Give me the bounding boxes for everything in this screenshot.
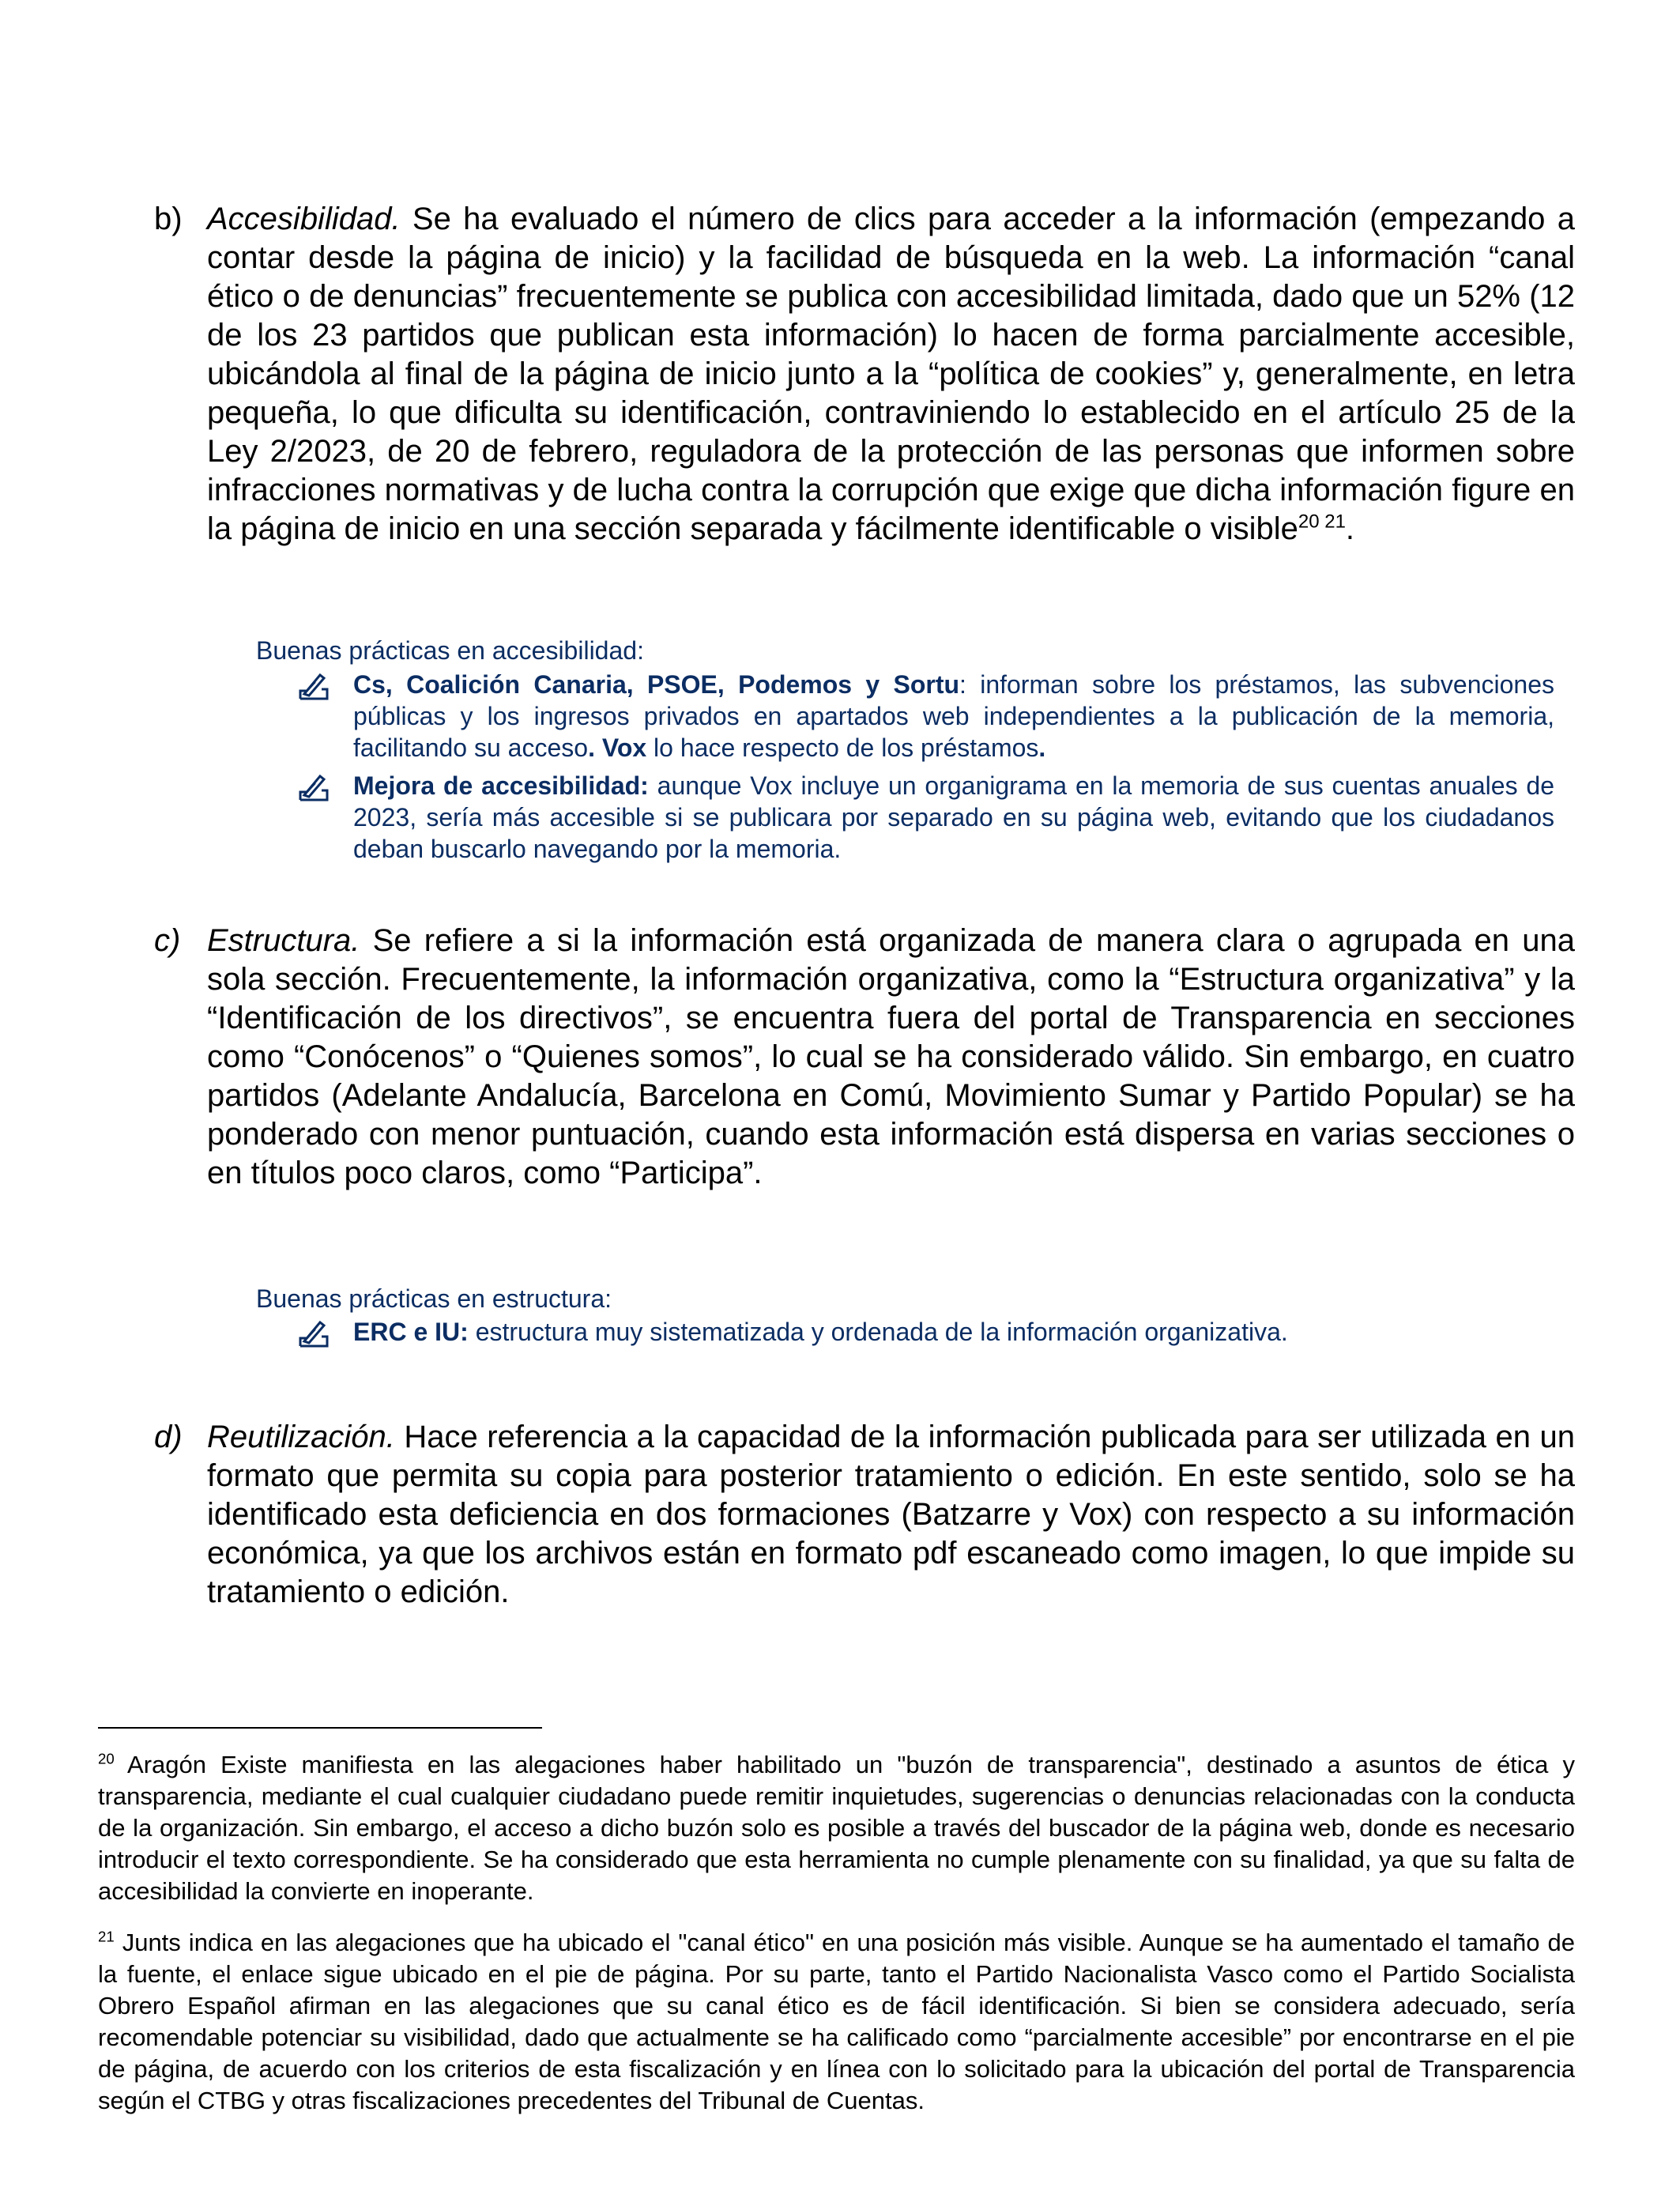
section-c-text: Se refiere a si la información está organizada de manera clara o agrupada en una sola sección. Frecuentemente, la información organizativa, como la “Estructura organizativa” y la “Identificación de los directivos”, se encuentra fuera del portal de Transparencia en secciones como “Conócenos” o “Quienes somos”, lo cual se ha considerado válido. Sin embargo, en cuatro partidos (Adelante Andalucía, Barcelona en Comú, Movimiento Sumar y Partido Popular) se ha ponderado con menor puntuación, cuando esta información está dispersa en varias secciones o en títulos poco claros, como “Participa”. bbox=[207, 923, 1575, 1190]
footnote-separator bbox=[98, 1727, 542, 1729]
section-b-label: b) bbox=[154, 202, 183, 236]
practice-item-text: lo hace respecto de los préstamos bbox=[646, 733, 1039, 762]
footnote-text: Junts indica en las alegaciones que ha ubicado el "canal ético" en una posición más visible. Aunque se ha aumentado el tamaño de la fuente, el enlace sigue ubicado en el pie de página. Por su parte, tanto el Partido Nacionalista Vasco como el Partido Socialista Obrero Español afirman en las alegaciones que su canal ético es de fácil identificación. Si bien se considera adecuado, sería recomendable potenciar su visibilidad, dado que actualmente se ha calificado como “parcialmente accesible” por encontrarse en el pie de página, de acuerdo con los criterios de esta fiscalización y en línea con lo solicitado para la ubicación del portal de Transparencia según el CTBG y otras fiscalizaciones precedentes del Tribunal de Cuentas. bbox=[98, 1929, 1575, 2114]
practice-item-text: aunque Vox incluye un organigrama en la memoria de sus cuentas anuales de 2023, sería más accesible si se publicara por separado en su página web, evitando que los ciudadanos deban buscarlo navegando por la memoria. bbox=[353, 771, 1555, 863]
section-d-label: d) bbox=[154, 1420, 183, 1454]
practices-structure-heading: Buenas prácticas en estructura: bbox=[256, 1284, 612, 1313]
footnote-number: 21 bbox=[98, 1928, 115, 1945]
section-d-paragraph bbox=[154, 1418, 1575, 1612]
writing-hand-icon bbox=[298, 773, 330, 801]
practice-item-bold: Mejora de accesibilidad: bbox=[353, 771, 649, 800]
practice-item-bold: . Vox bbox=[588, 733, 647, 762]
writing-hand-icon bbox=[298, 672, 330, 700]
practice-item bbox=[353, 669, 1554, 764]
writing-hand-icon bbox=[298, 1319, 330, 1348]
footnote-21 bbox=[98, 1927, 1575, 2117]
practice-item bbox=[353, 1316, 1554, 1348]
practice-item-text: : informan sobre los préstamos, las subvenciones públicas y los ingresos privados en apartados web independientes a la publicación de la memoria, facilitando su acceso bbox=[353, 670, 1555, 762]
practice-item-text: estructura muy sistematizada y ordenada de la información organizativa. bbox=[468, 1318, 1288, 1346]
practices-accessibility-heading: Buenas prácticas en accesibilidad: bbox=[256, 636, 644, 665]
footnote-text: Aragón Existe manifiesta en las alegaciones haber habilitado un "buzón de transparencia", destinado a asuntos de ética y transparencia, mediante el cual cualquier ciudadano puede remitir inquietudes, sugerencias o denuncias relacionadas con la conducta de la organización. Sin embargo, el acceso a dicho buzón solo es posible a través del buscador de la página web, donde es necesario introducir el texto correspondiente. Se ha considerado que esta herramienta no cumple plenamente con su finalidad, ya que su falta de accesibilidad la convierte en inoperante. bbox=[98, 1751, 1575, 1905]
footnote-number: 20 bbox=[98, 1750, 115, 1767]
section-b-paragraph bbox=[154, 200, 1575, 549]
period: . bbox=[1345, 511, 1355, 546]
practice-item bbox=[353, 770, 1554, 865]
section-b-title: Accesibilidad. bbox=[207, 202, 401, 236]
section-c-paragraph bbox=[154, 922, 1575, 1193]
section-c-title: Estructura. bbox=[207, 923, 360, 958]
section-c-label: c) bbox=[154, 923, 181, 958]
section-d-text: Hace referencia a la capacidad de la información publicada para ser utilizada en un formato que permita su copia para posterior tratamiento o edición. En este sentido, solo se ha identificado esta deficiencia en dos formaciones (Batzarre y Vox) con respecto a su información económica, ya que los archivos están en formato pdf escaneado como imagen, lo que impide su tratamiento o edición. bbox=[207, 1420, 1575, 1609]
practice-item-bold: Cs, Coalición Canaria, PSOE, Podemos y Sortu bbox=[353, 670, 960, 699]
footnote-ref[interactable]: 20 21 bbox=[1298, 511, 1346, 533]
practice-item-bold: . bbox=[1038, 733, 1046, 762]
section-b-text: Se ha evaluado el número de clics para acceder a la información (empezando a contar desde la página de inicio) y la facilidad de búsqueda en la web. La información “canal ético o de denuncias” frecuentemente se publica con accesibilidad limitada, dado que un 52% (12 de los 23 partidos que publican esta información) lo hacen de forma parcialmente accesible, ubicándola al final de la página de inicio junto a la “política de cookies” y, generalmente, en letra pequeña, lo que dificulta su identificación, contraviniendo lo establecido en el artículo 25 de la Ley 2/2023, de 20 de febrero, reguladora de la protección de las personas que informen sobre infracciones normativas y de lucha contra la corrupción que exige que dicha información figure en la página de inicio en una sección separada y fácilmente identificable o visible bbox=[207, 202, 1575, 546]
practice-item-bold: ERC e IU: bbox=[353, 1318, 469, 1346]
footnote-20 bbox=[98, 1749, 1575, 1907]
section-d-title: Reutilización. bbox=[207, 1420, 395, 1454]
